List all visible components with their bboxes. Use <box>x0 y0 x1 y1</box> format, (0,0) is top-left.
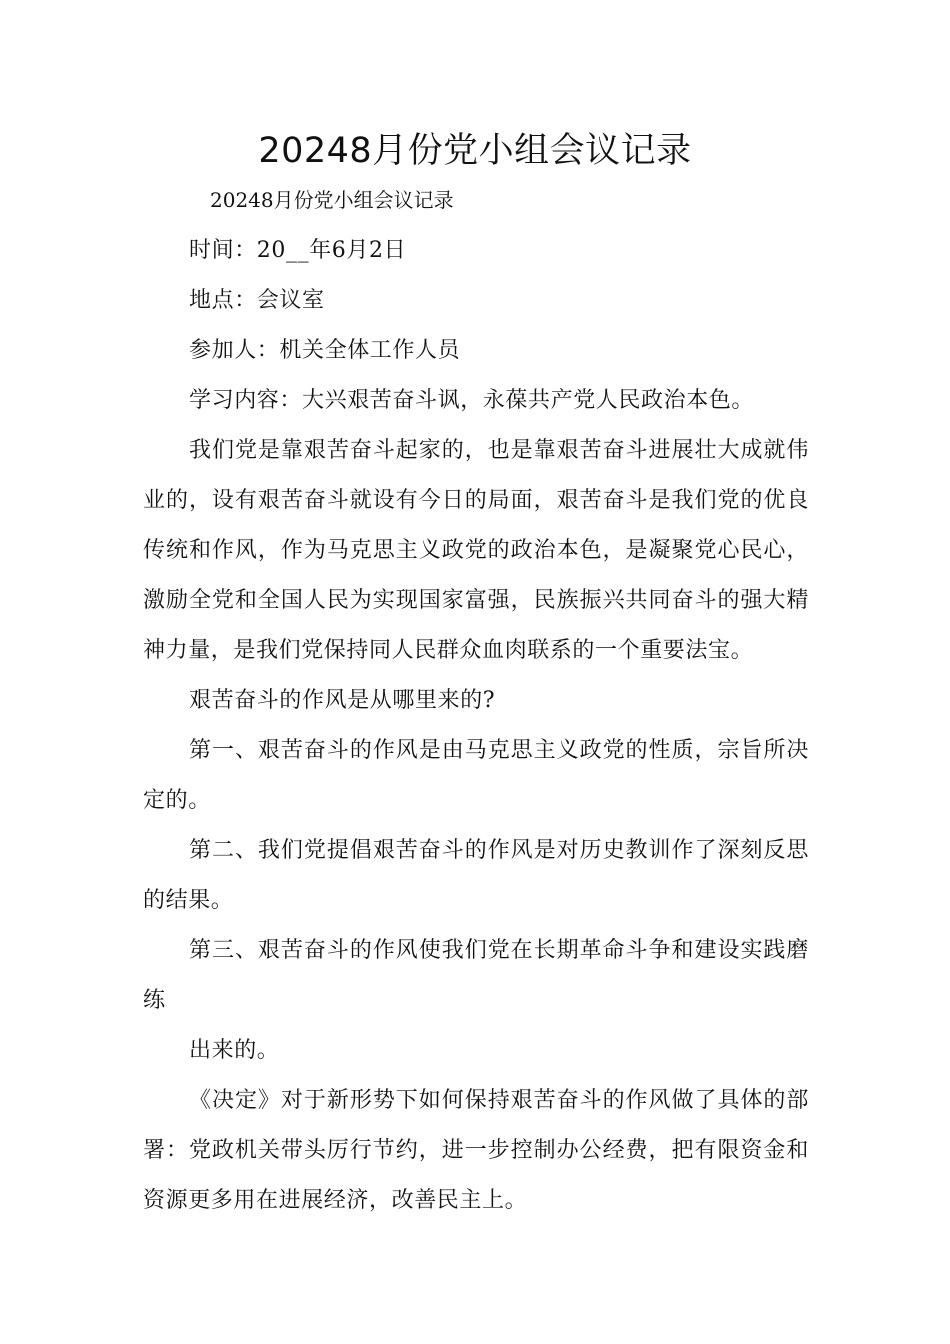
body-paragraph: 艰苦奋斗的作风是从哪里来的? <box>189 688 496 713</box>
document-title: 20248月份党小组会议记录 <box>258 131 692 171</box>
body-paragraph: 《决定》对于新形势下如何保持艰苦奋斗的作风做了具体的部署：党政机关带头厉行节约，进一步控制办公经费，把有限资金和资源更多用在进展经济，改善民主上。 <box>143 1088 809 1213</box>
body-paragraph: 第三、艰苦奋斗的作风使我们党在长期革命斗争和建设实践磨练 <box>143 938 809 1013</box>
document-subtitle: 20248月份党小组会议记录 <box>210 188 454 212</box>
study-content: 学习内容：大兴艰苦奋斗讽，永葆共产党人民政治本色。 <box>189 388 755 413</box>
meeting-time: 时间：20__年6月2日 <box>189 238 407 263</box>
meeting-location: 地点：会议室 <box>189 288 325 313</box>
body-paragraph: 出来的。 <box>189 1038 280 1063</box>
document-body <box>143 226 809 1226</box>
body-paragraph: 第一、艰苦奋斗的作风是由马克思主义政党的性质，宗旨所决定的。 <box>143 738 809 813</box>
body-paragraph: 第二、我们党提倡艰苦奋斗的作风是对历史教训作了深刻反思的结果。 <box>143 838 809 913</box>
meeting-attendees: 参加人：机关全体工作人员 <box>189 338 461 363</box>
body-paragraph: 我们党是靠艰苦奋斗起家的，也是靠艰苦奋斗进展壮大成就伟业的，设有艰苦奋斗就设有今日的局面，艰苦奋斗是我们党的优良传统和作风，作为马克思主义政党的政治本色，是凝聚党心民心，激励全党和全国人民为实现国家富强，民族振兴共同奋斗的强大精神力量，是我们党保持同人民群众血肉联系的一个重要法宝。 <box>143 438 809 663</box>
